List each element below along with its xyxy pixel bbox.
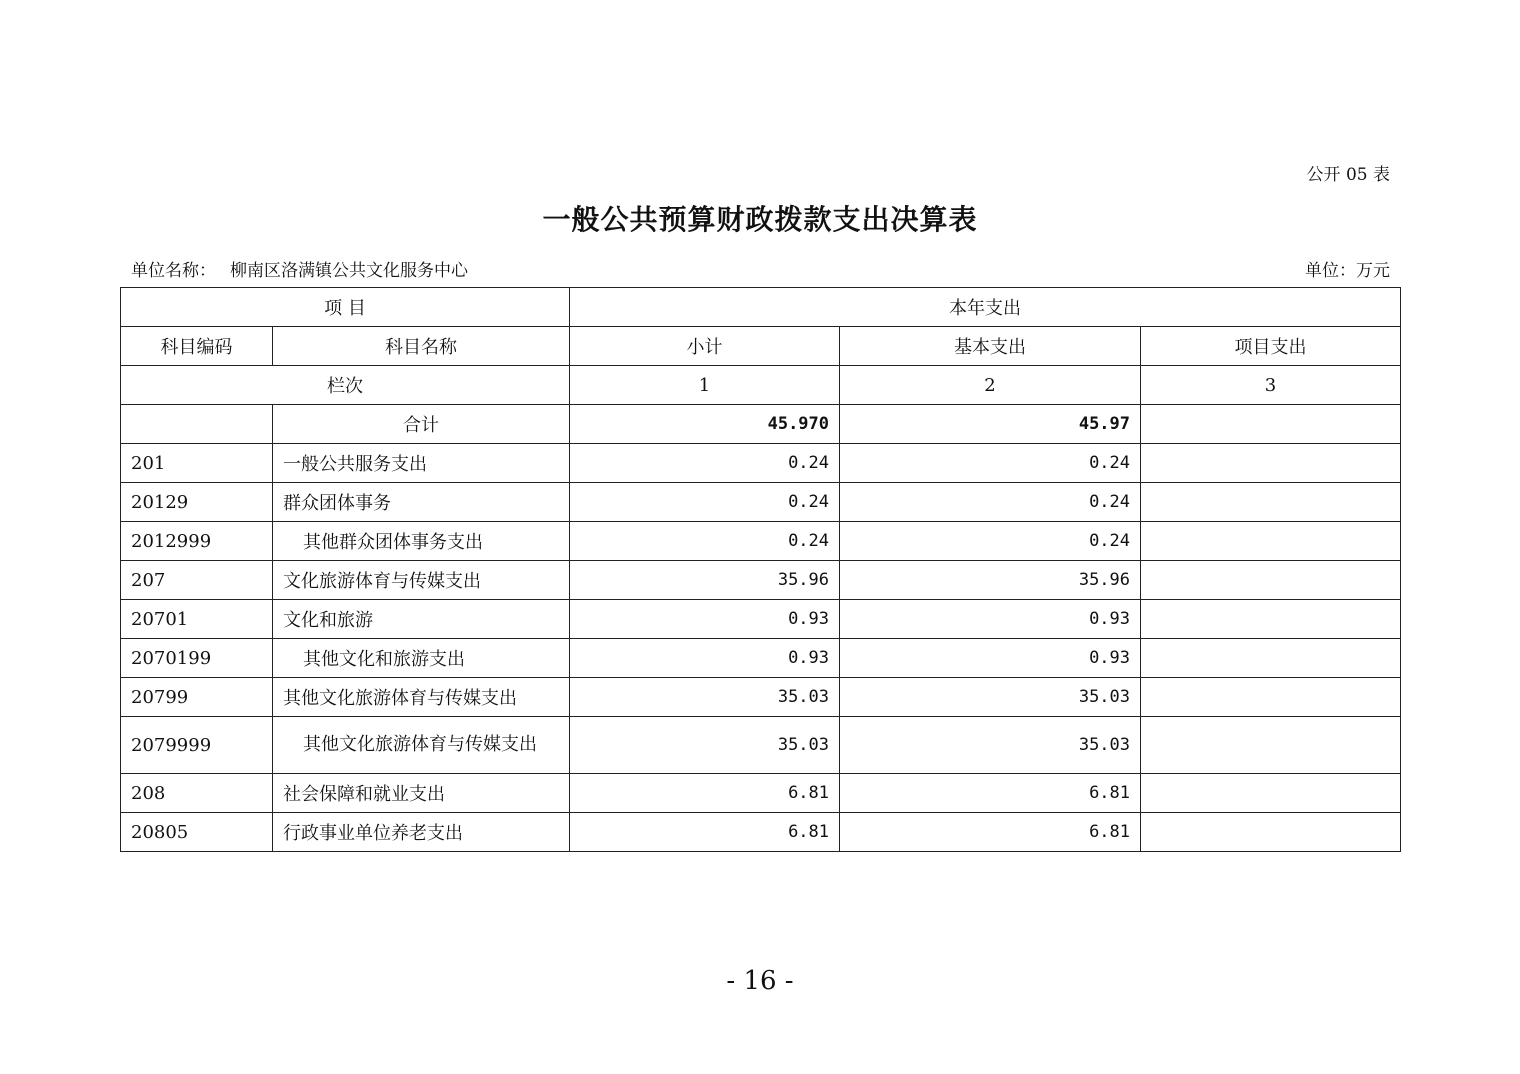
row-code: 20799 (121, 678, 273, 717)
column-number-3: 3 (1141, 366, 1401, 405)
row-basic: 6.81 (840, 813, 1141, 852)
row-name: 其他文化旅游体育与传媒支出 (273, 678, 570, 717)
row-subtotal: 0.24 (570, 483, 840, 522)
row-code: 2079999 (121, 717, 273, 774)
table-row (121, 678, 1401, 717)
header-item: 项 目 (121, 288, 570, 327)
column-number-1: 1 (570, 366, 840, 405)
row-subtotal: 0.93 (570, 639, 840, 678)
row-project (1141, 774, 1401, 813)
unit-name-value: 柳南区洛满镇公共文化服务中心 (230, 261, 468, 281)
table-row (121, 483, 1401, 522)
row-name: 其他文化和旅游支出 (273, 639, 570, 678)
row-code: 20805 (121, 813, 273, 852)
table-row (121, 717, 1401, 774)
total-project (1141, 405, 1401, 444)
row-name: 其他群众团体事务支出 (273, 522, 570, 561)
row-subtotal: 6.81 (570, 813, 840, 852)
row-name: 社会保障和就业支出 (273, 774, 570, 813)
row-name: 行政事业单位养老支出 (273, 813, 570, 852)
total-row (121, 405, 1401, 444)
row-project (1141, 678, 1401, 717)
header-project: 项目支出 (1141, 327, 1401, 366)
row-project (1141, 600, 1401, 639)
row-project (1141, 639, 1401, 678)
table-row (121, 813, 1401, 852)
table-row (121, 774, 1401, 813)
row-subtotal: 0.93 (570, 600, 840, 639)
row-code: 2012999 (121, 522, 273, 561)
row-basic: 35.03 (840, 678, 1141, 717)
row-code: 208 (121, 774, 273, 813)
currency-unit: 单位：万元 (1305, 261, 1390, 281)
table-row (121, 639, 1401, 678)
row-project (1141, 561, 1401, 600)
row-code: 201 (121, 444, 273, 483)
unit-name-line (131, 256, 468, 281)
unit-name-label: 单位名称： (131, 261, 216, 281)
row-code: 20129 (121, 483, 273, 522)
row-basic: 0.93 (840, 600, 1141, 639)
form-number: 公开 05 表 (1306, 165, 1390, 185)
total-subtotal: 45.970 (570, 405, 840, 444)
row-project (1141, 483, 1401, 522)
row-subtotal: 35.03 (570, 678, 840, 717)
document-title: 一般公共预算财政拨款支出决算表 (542, 203, 978, 236)
row-basic: 0.24 (840, 444, 1141, 483)
row-subtotal: 6.81 (570, 774, 840, 813)
row-basic: 35.03 (840, 717, 1141, 774)
table-row (121, 522, 1401, 561)
row-code: 20701 (121, 600, 273, 639)
row-basic: 0.24 (840, 483, 1141, 522)
row-basic: 0.24 (840, 522, 1141, 561)
column-number-2: 2 (840, 366, 1141, 405)
row-code: 207 (121, 561, 273, 600)
row-code: 2070199 (121, 639, 273, 678)
total-label: 合计 (273, 405, 570, 444)
total-basic: 45.97 (840, 405, 1141, 444)
row-project (1141, 522, 1401, 561)
table-row (121, 444, 1401, 483)
row-name: 群众团体事务 (273, 483, 570, 522)
header-code: 科目编码 (121, 327, 273, 366)
row-subtotal: 0.24 (570, 444, 840, 483)
row-project (1141, 813, 1401, 852)
table-row (121, 561, 1401, 600)
row-name: 文化和旅游 (273, 600, 570, 639)
column-number-row (121, 366, 1401, 405)
row-name: 其他文化旅游体育与传媒支出 (273, 717, 570, 774)
row-project (1141, 717, 1401, 774)
expenditure-table (120, 287, 1401, 852)
header-current-year: 本年支出 (570, 288, 1401, 327)
header-subtotal: 小计 (570, 327, 840, 366)
table-row (121, 600, 1401, 639)
row-subtotal: 0.24 (570, 522, 840, 561)
total-code (121, 405, 273, 444)
row-basic: 6.81 (840, 774, 1141, 813)
row-basic: 35.96 (840, 561, 1141, 600)
row-name: 一般公共服务支出 (273, 444, 570, 483)
header-row-1 (121, 288, 1401, 327)
header-basic: 基本支出 (840, 327, 1141, 366)
header-row-2 (121, 327, 1401, 366)
row-basic: 0.93 (840, 639, 1141, 678)
column-number-label: 栏次 (121, 366, 570, 405)
row-subtotal: 35.96 (570, 561, 840, 600)
header-name: 科目名称 (273, 327, 570, 366)
row-name: 文化旅游体育与传媒支出 (273, 561, 570, 600)
row-project (1141, 444, 1401, 483)
page-number: - 16 - (726, 966, 794, 996)
row-subtotal: 35.03 (570, 717, 840, 774)
